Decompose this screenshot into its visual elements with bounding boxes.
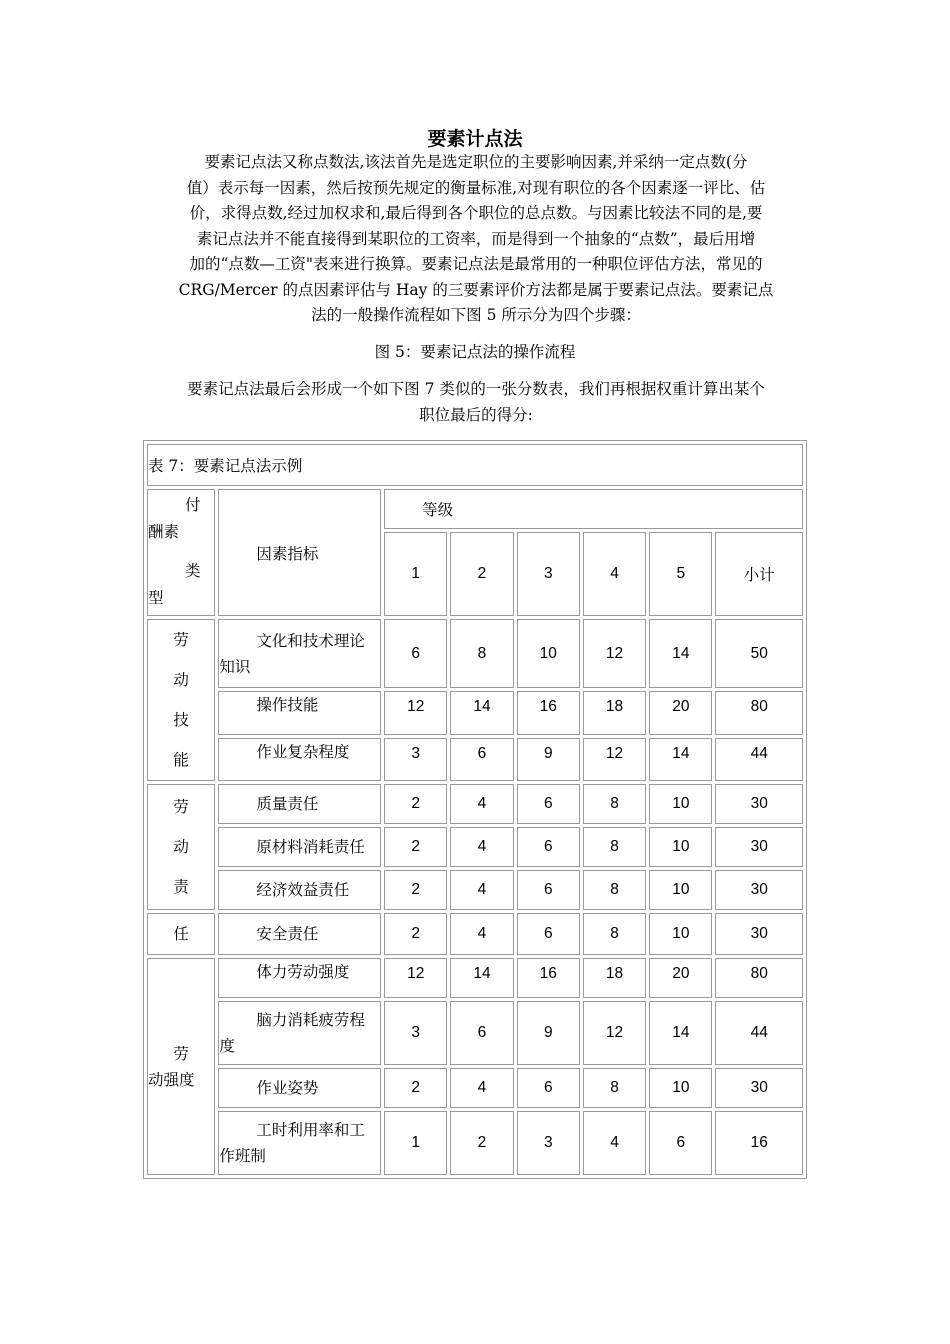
score-cell: 16 bbox=[517, 691, 580, 734]
header-text: 类 bbox=[185, 562, 201, 580]
paragraph-line: 素记点法并不能直接得到某职位的工资率，而是得到一个抽象的“点数”，最后用增 bbox=[196, 229, 756, 248]
score-cell: 14 bbox=[450, 691, 513, 734]
factor-cell bbox=[218, 784, 381, 824]
header-text: 因素指标 bbox=[256, 544, 319, 563]
score-cell: 2 bbox=[384, 1068, 447, 1108]
score-cell: 1 bbox=[384, 1111, 447, 1175]
factor-text: 体力劳动强度 bbox=[256, 963, 350, 981]
paragraph-line: CRG/Mercer 的点因素评估与 Hay 的三要素评价方法都是属于要素记点法。要素记点 bbox=[178, 280, 774, 299]
header-text: 付 bbox=[185, 496, 201, 514]
score-cell: 6 bbox=[517, 1068, 580, 1108]
score-cell: 14 bbox=[450, 958, 513, 998]
header-factor-indicator bbox=[218, 489, 381, 616]
document-title: 要素计点法 bbox=[427, 128, 523, 150]
header-level: 4 bbox=[583, 532, 646, 616]
score-cell: 8 bbox=[583, 913, 646, 955]
score-cell: 12 bbox=[583, 619, 646, 688]
paragraph-line: 要素记点法又称点数法,该法首先是选定职位的主要影响因素,并采纳一定点数(分 bbox=[204, 153, 748, 171]
score-cell: 6 bbox=[517, 913, 580, 955]
subtotal-cell: 30 bbox=[715, 870, 803, 910]
subtotal-cell: 80 bbox=[715, 958, 803, 998]
header-text: 等级 bbox=[422, 501, 454, 519]
factor-text: 原材料消耗责任 bbox=[256, 838, 365, 856]
score-cell: 12 bbox=[583, 738, 646, 781]
factor-text: 度 bbox=[219, 1037, 235, 1055]
header-subtotal: 小计 bbox=[715, 532, 803, 616]
header-level: 2 bbox=[450, 532, 513, 616]
category-labor-responsibility bbox=[147, 784, 215, 910]
subtotal-cell: 50 bbox=[715, 619, 803, 688]
score-cell: 18 bbox=[583, 958, 646, 998]
score-cell: 10 bbox=[649, 913, 712, 955]
score-cell: 10 bbox=[649, 784, 712, 824]
score-cell: 4 bbox=[450, 870, 513, 910]
score-cell: 6 bbox=[384, 619, 447, 688]
subtotal-cell: 80 bbox=[715, 691, 803, 734]
score-cell: 10 bbox=[649, 1068, 712, 1108]
score-cell: 2 bbox=[384, 913, 447, 955]
subtotal-cell: 44 bbox=[715, 1001, 803, 1065]
score-cell: 12 bbox=[583, 1001, 646, 1065]
factor-cell bbox=[218, 738, 381, 781]
score-cell: 2 bbox=[384, 827, 447, 867]
category-char: 任 bbox=[173, 925, 189, 943]
factor-cell bbox=[218, 1001, 381, 1065]
subtotal-cell: 30 bbox=[715, 784, 803, 824]
paragraph-line: 价，求得点数,经过加权求和,最后得到各个职位的总点数。与因素比较法不同的是,要 bbox=[189, 204, 763, 222]
factor-text: 操作技能 bbox=[256, 696, 319, 715]
category-char: 动强度 bbox=[148, 1070, 195, 1089]
score-cell: 9 bbox=[517, 738, 580, 781]
score-cell: 4 bbox=[450, 827, 513, 867]
factor-text: 文化和技术理论 bbox=[256, 631, 365, 650]
score-cell: 3 bbox=[384, 1001, 447, 1065]
subtotal-cell: 44 bbox=[715, 738, 803, 781]
subtotal-cell: 16 bbox=[715, 1111, 803, 1175]
intro-paragraph bbox=[148, 150, 804, 329]
factor-text: 作业复杂程度 bbox=[256, 742, 350, 761]
score-cell: 14 bbox=[649, 1001, 712, 1065]
factor-text: 作业姿势 bbox=[256, 1079, 319, 1097]
score-cell: 6 bbox=[517, 784, 580, 824]
category-char: 劳 bbox=[173, 631, 189, 649]
subtotal-cell: 30 bbox=[715, 1068, 803, 1108]
score-cell: 20 bbox=[649, 958, 712, 998]
category-char: 动 bbox=[173, 671, 189, 689]
header-text: 型 bbox=[148, 589, 164, 607]
score-cell: 6 bbox=[450, 738, 513, 781]
subtotal-cell: 30 bbox=[715, 913, 803, 955]
header-pay-factor-type bbox=[147, 489, 215, 616]
factor-text: 脑力消耗疲劳程 bbox=[256, 1011, 365, 1029]
paragraph-line: 值）表示每一因素，然后按预先规定的衡量标准,对现有职位的各个因素逐一评比、估 bbox=[186, 178, 766, 197]
paragraph-line: 加的“点数—工资"表来进行换算。要素记点法是最常用的一种职位评估方法，常见的 bbox=[189, 255, 763, 273]
category-labor-intensity bbox=[147, 958, 215, 1175]
score-cell: 10 bbox=[649, 827, 712, 867]
category-char: 责 bbox=[173, 878, 189, 896]
factor-text: 作班制 bbox=[219, 1147, 266, 1165]
header-grade bbox=[384, 489, 803, 529]
factor-cell bbox=[218, 827, 381, 867]
category-char: 能 bbox=[173, 751, 189, 769]
factor-cell bbox=[218, 619, 381, 688]
score-cell: 8 bbox=[583, 870, 646, 910]
factor-text: 质量责任 bbox=[256, 795, 319, 813]
category-char: 劳 bbox=[173, 798, 189, 816]
score-cell: 12 bbox=[384, 958, 447, 998]
header-text: 酬素 bbox=[148, 523, 180, 541]
score-cell: 6 bbox=[517, 827, 580, 867]
category-labor-skill bbox=[147, 619, 215, 781]
score-cell: 14 bbox=[649, 619, 712, 688]
score-cell: 8 bbox=[583, 784, 646, 824]
score-cell: 18 bbox=[583, 691, 646, 734]
score-cell: 3 bbox=[384, 738, 447, 781]
paragraph-line: 职位最后的得分: bbox=[419, 405, 533, 424]
category-char: 劳 bbox=[173, 1044, 189, 1063]
score-cell: 8 bbox=[450, 619, 513, 688]
score-cell: 12 bbox=[384, 691, 447, 734]
factor-text: 经济效益责任 bbox=[256, 881, 350, 899]
score-cell: 3 bbox=[517, 1111, 580, 1175]
factor-cell bbox=[218, 691, 381, 734]
score-cell: 10 bbox=[517, 619, 580, 688]
factor-text: 知识 bbox=[219, 657, 251, 676]
paragraph-line: 要素记点法最后会形成一个如下图 7 类似的一张分数表，我们再根据权重计算出某个 bbox=[187, 380, 765, 398]
category-responsibility-cont bbox=[147, 913, 215, 955]
factor-cell bbox=[218, 913, 381, 955]
score-cell: 2 bbox=[384, 784, 447, 824]
score-cell: 10 bbox=[649, 870, 712, 910]
score-cell: 6 bbox=[517, 870, 580, 910]
factor-cell bbox=[218, 1068, 381, 1108]
factor-cell bbox=[218, 1111, 381, 1175]
header-level: 3 bbox=[517, 532, 580, 616]
score-cell: 14 bbox=[649, 738, 712, 781]
score-cell: 4 bbox=[583, 1111, 646, 1175]
paragraph-line: 法的一般操作流程如下图 5 所示分为四个步骤： bbox=[311, 306, 641, 324]
score-cell: 6 bbox=[649, 1111, 712, 1175]
score-cell: 4 bbox=[450, 784, 513, 824]
factor-text: 安全责任 bbox=[256, 925, 319, 943]
summary-paragraph bbox=[148, 377, 804, 428]
factor-text: 工时利用率和工 bbox=[256, 1121, 365, 1139]
header-level: 5 bbox=[649, 532, 712, 616]
scoring-table bbox=[143, 440, 807, 1179]
score-cell: 8 bbox=[583, 827, 646, 867]
factor-cell bbox=[218, 958, 381, 998]
header-level: 1 bbox=[384, 532, 447, 616]
score-cell: 4 bbox=[450, 1068, 513, 1108]
score-cell: 9 bbox=[517, 1001, 580, 1065]
score-cell: 8 bbox=[583, 1068, 646, 1108]
factor-cell bbox=[218, 870, 381, 910]
category-char: 动 bbox=[173, 838, 189, 856]
figure-caption: 图 5：要素记点法的操作流程 bbox=[374, 343, 576, 361]
score-cell: 16 bbox=[517, 958, 580, 998]
score-cell: 2 bbox=[384, 870, 447, 910]
score-cell: 2 bbox=[450, 1111, 513, 1175]
score-cell: 20 bbox=[649, 691, 712, 734]
score-cell: 6 bbox=[450, 1001, 513, 1065]
subtotal-cell: 30 bbox=[715, 827, 803, 867]
category-char: 技 bbox=[173, 711, 189, 729]
table-caption: 表 7：要素记点法示例 bbox=[147, 444, 803, 486]
score-cell: 4 bbox=[450, 913, 513, 955]
